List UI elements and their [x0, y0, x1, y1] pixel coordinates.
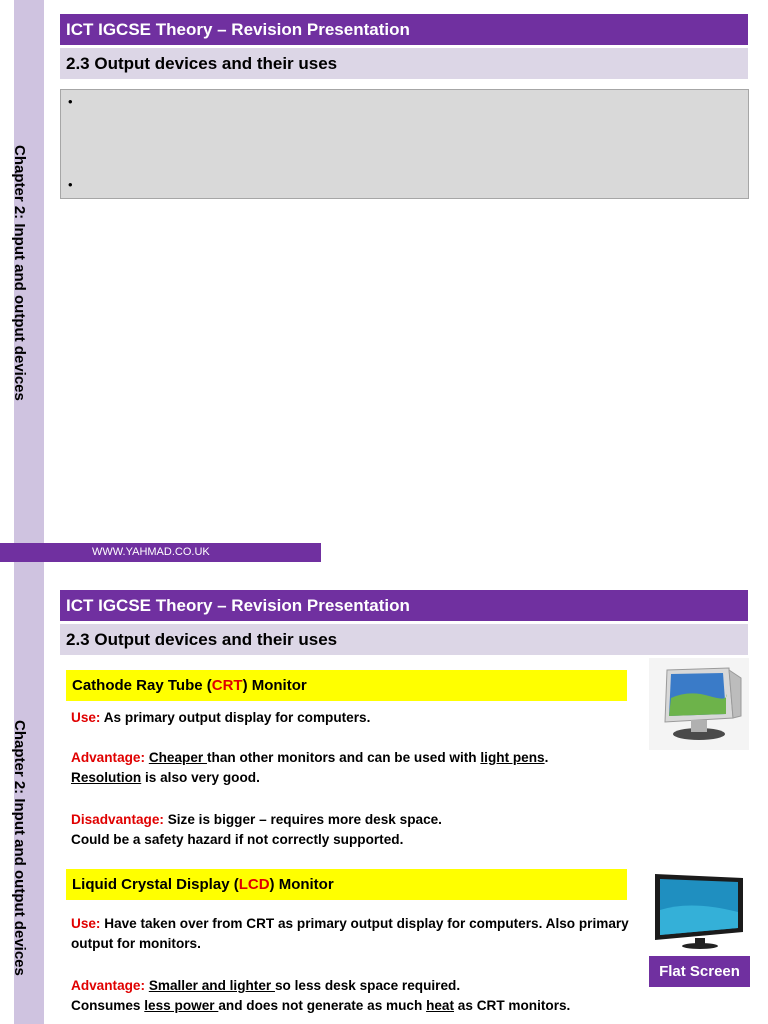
crt-heading: [66, 670, 627, 701]
lcd-advantage: [71, 976, 631, 1016]
lcd-adv-text4: as CRT monitors.: [454, 998, 571, 1013]
lcd-adv-smaller: Smaller and lighter: [148, 978, 275, 993]
crt-adv-light-pens: light pens: [480, 750, 545, 765]
lcd-heading-post: ) Monitor: [269, 876, 334, 893]
footer-link[interactable]: WWW.YAHMAD.CO.UK: [92, 546, 210, 558]
lcd-adv-text1: so less desk space required.: [274, 978, 461, 993]
slide-title: ICT IGCSE Theory – Revision Presentation: [60, 590, 748, 621]
slide-subtitle: 2.3 Output devices and their uses: [60, 48, 748, 79]
lcd-adv-less-power: less power: [144, 998, 219, 1013]
flat-screen-monitor-icon: [651, 870, 749, 950]
crt-adv-cheaper: Cheaper: [148, 750, 207, 765]
lcd-adv-text3: and does not generate as much: [218, 998, 427, 1013]
crt-disadvantage: [71, 810, 631, 850]
crt-use: [71, 708, 631, 728]
lcd-use-label: Use:: [71, 916, 101, 931]
lcd-heading: [66, 869, 627, 900]
crt-advantage: [71, 748, 631, 788]
lcd-adv-text2: Consumes: [71, 998, 145, 1013]
chapter-label-text: Chapter 2: Input and output devices: [11, 145, 28, 401]
chapter-label-text: Chapter 2: Input and output devices: [11, 720, 28, 976]
bullet-2: •: [68, 177, 73, 192]
crt-heading-post: ) Monitor: [242, 677, 307, 694]
lcd-adv-heat: heat: [426, 998, 455, 1013]
crt-monitor-icon: [649, 658, 749, 750]
crt-adv-resolution: Resolution: [71, 770, 142, 785]
crt-heading-abbr: CRT: [211, 677, 243, 694]
lcd-heading-abbr: LCD: [238, 876, 270, 893]
crt-adv-text1: than other monitors and can be used with: [206, 750, 481, 765]
lcd-use: [71, 914, 631, 954]
crt-dis-label: Disadvantage:: [71, 812, 164, 827]
flat-screen-label: Flat Screen: [649, 956, 750, 987]
lcd-use-text: Have taken over from CRT as primary output display for computers. Also primary output for monitors.: [71, 916, 629, 951]
crt-adv-label: Advantage:: [71, 750, 146, 765]
crt-use-text: As primary output display for computers.: [100, 710, 371, 725]
crt-adv-text2: .: [544, 750, 549, 765]
slide-2: [0, 562, 768, 1024]
lcd-adv-label: Advantage:: [71, 978, 146, 993]
crt-heading-pre: Cathode Ray Tube (: [72, 677, 212, 694]
crt-use-label: Use:: [71, 710, 101, 725]
crt-dis-text1: Size is bigger – requires more desk space.: [163, 812, 442, 827]
crt-dis-text2: Could be a safety hazard if not correctly supported.: [71, 832, 404, 847]
bullet-1: •: [68, 94, 73, 109]
footer-bar: [0, 543, 321, 562]
crt-adv-text3: is also very good.: [141, 770, 260, 785]
slide-title: ICT IGCSE Theory – Revision Presentation: [60, 14, 748, 45]
slide-subtitle: 2.3 Output devices and their uses: [60, 624, 748, 655]
lcd-heading-pre: Liquid Crystal Display (: [72, 876, 239, 893]
content-box: [60, 89, 749, 199]
